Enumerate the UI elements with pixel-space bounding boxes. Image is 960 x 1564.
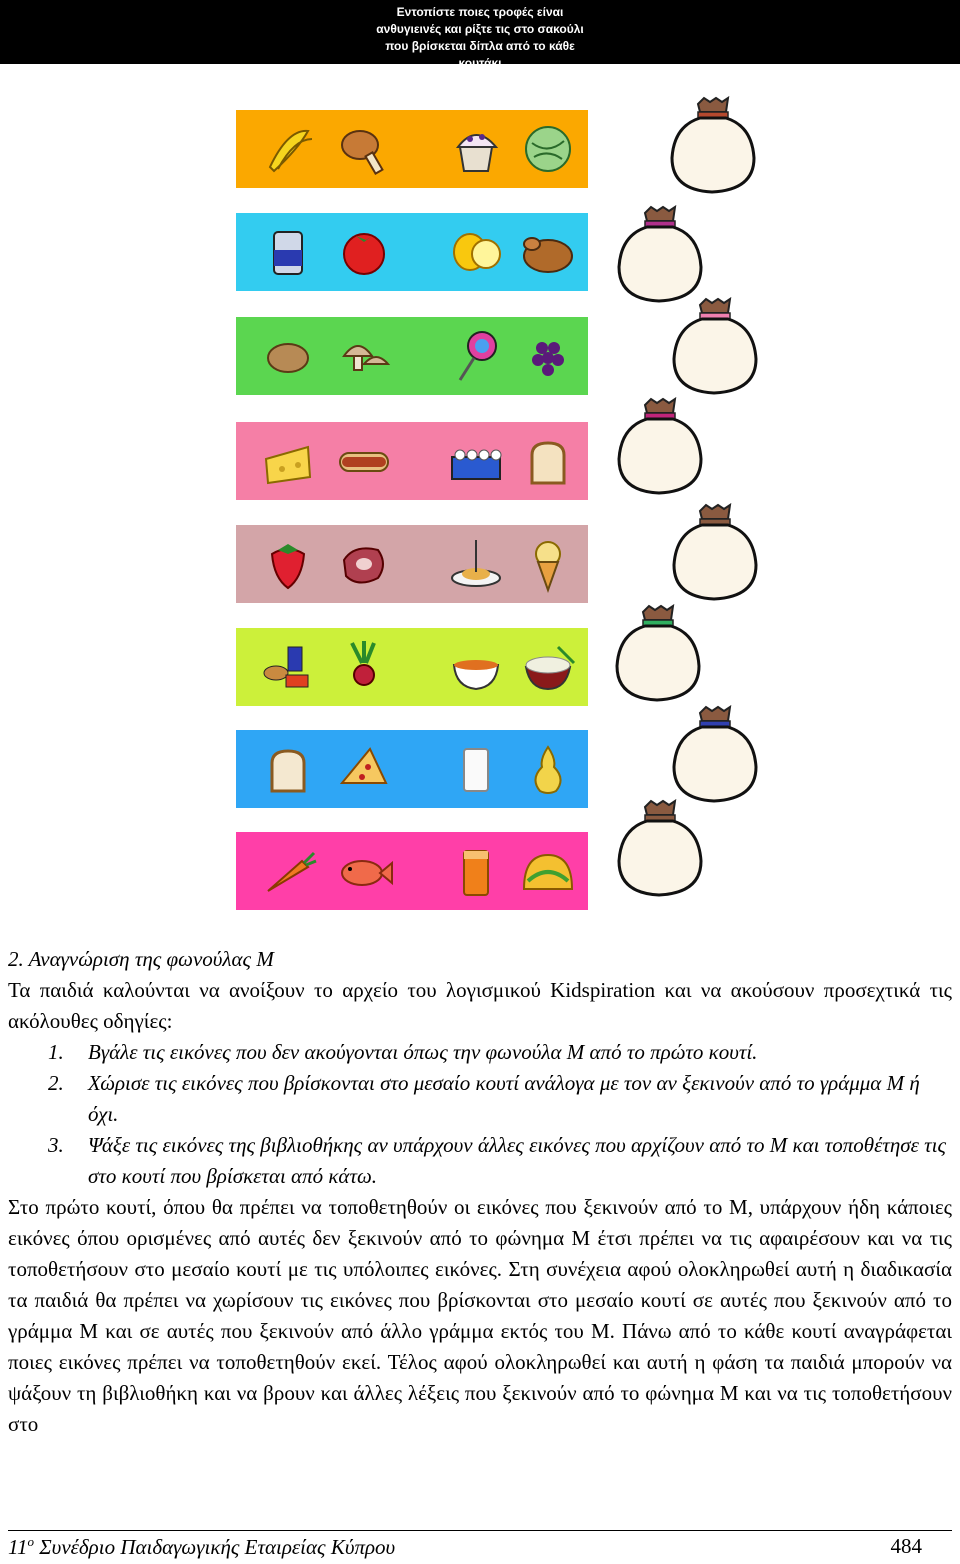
list-text: Βγάλε τις εικόνες που δεν ακούγονται όπως την φωνούλα Μ από το πρώτο κουτί. xyxy=(88,1040,758,1064)
sack-icon[interactable] xyxy=(668,96,758,196)
sack-icon[interactable] xyxy=(615,205,705,305)
list-number: 1. xyxy=(48,1040,64,1064)
taco-icon[interactable] xyxy=(518,841,578,901)
page-footer xyxy=(8,1534,952,1560)
banana-icon[interactable] xyxy=(258,119,318,179)
food-row xyxy=(236,317,588,395)
sack-icon[interactable] xyxy=(670,705,760,805)
chicken-leg-icon[interactable] xyxy=(334,119,394,179)
steak-icon[interactable] xyxy=(334,534,394,594)
conference-name: Συνέδριο Παιδαγωγικής Εταιρείας Κύπρου xyxy=(33,1535,396,1559)
food-row xyxy=(236,730,588,808)
page-number: 484 xyxy=(890,1534,922,1558)
cheese-icon[interactable] xyxy=(258,431,318,491)
soup-icon[interactable] xyxy=(446,637,506,697)
juice-icon[interactable] xyxy=(446,841,506,901)
potato-icon[interactable] xyxy=(258,326,318,386)
section-heading: 2. Αναγνώριση της φωνούλας Μ xyxy=(8,947,274,971)
banner-line: Εντοπίστε ποιες τροφές είναι xyxy=(396,5,564,19)
pear-icon[interactable] xyxy=(518,739,578,799)
banner-text xyxy=(300,4,660,72)
bread-icon[interactable] xyxy=(518,431,578,491)
roast-chicken-icon[interactable] xyxy=(518,222,578,282)
food-row xyxy=(236,213,588,291)
muffin-icon[interactable] xyxy=(446,119,506,179)
milk-icon[interactable] xyxy=(446,739,506,799)
banner-line: ανθυγιεινές και ρίξτε τις στο σακούλι xyxy=(376,22,584,36)
intro-paragraph: Τα παιδιά καλούνται να ανοίξουν το αρχείο του λογισμικού Kidspiration και να ακούσουν προσεχτικά τις ακόλουθες οδηγίες: xyxy=(8,978,952,1033)
fish-icon[interactable] xyxy=(334,841,394,901)
conference-ordinal: ο xyxy=(27,1534,34,1549)
can-icon[interactable] xyxy=(258,222,318,282)
sack-icon[interactable] xyxy=(615,799,705,899)
spaghetti-icon[interactable] xyxy=(446,534,506,594)
food-row xyxy=(236,110,588,188)
sack-icon[interactable] xyxy=(670,297,760,397)
mushroom-icon[interactable] xyxy=(334,326,394,386)
tomato-icon[interactable] xyxy=(334,222,394,282)
strawberry-icon[interactable] xyxy=(258,534,318,594)
banner-line: που βρίσκεται δίπλα από το κάθε xyxy=(385,39,575,53)
list-item xyxy=(8,1037,952,1068)
lemon-icon[interactable] xyxy=(446,222,506,282)
footer-divider xyxy=(8,1530,952,1531)
grapes-icon[interactable] xyxy=(518,326,578,386)
carrot-icon[interactable] xyxy=(258,841,318,901)
sack-icon[interactable] xyxy=(615,397,705,497)
rice-bowl-icon[interactable] xyxy=(518,637,578,697)
food-row xyxy=(236,628,588,706)
bread-slice-icon[interactable] xyxy=(258,739,318,799)
article-body xyxy=(8,944,952,1440)
list-text: Χώρισε τις εικόνες που βρίσκονται στο μεσαίο κουτί ανάλογα με τον αν ξεκινούν από το γράμμα Μ ή όχι. xyxy=(88,1071,920,1126)
fast-food-icon[interactable] xyxy=(258,637,318,697)
ice-cream-icon[interactable] xyxy=(518,534,578,594)
lollipop-icon[interactable] xyxy=(446,326,506,386)
sack-icon[interactable] xyxy=(670,503,760,603)
list-text: Ψάξε τις εικόνες της βιβλιοθήκης αν υπάρχουν άλλες εικόνες που αρχίζουν από το Μ και τοποθέτησε τις στο κουτί που βρίσκεται από κάτω. xyxy=(88,1133,947,1188)
eggs-icon[interactable] xyxy=(446,431,506,491)
list-number: 3. xyxy=(48,1133,64,1157)
list-number: 2. xyxy=(48,1071,64,1095)
lettuce-icon[interactable] xyxy=(518,119,578,179)
conference-number: 11 xyxy=(8,1535,28,1559)
hotdog-icon[interactable] xyxy=(334,431,394,491)
food-row xyxy=(236,832,588,910)
radish-icon[interactable] xyxy=(334,637,394,697)
sack-icon[interactable] xyxy=(613,604,703,704)
body-paragraph: Στο πρώτο κουτί, όπου θα πρέπει να τοποθετηθούν οι εικόνες που ξεκινούν από το Μ, υπάρχουν ήδη κάποιες εικόνες όπου ορισμένες από αυτές δεν ξεκινούν από το φώνημα Μ έτσι πρέπει να τις αφαιρέσουν και να τις τοποθετήσουν στο μεσαίο κουτί με τις υπόλοιπες εικόνες. Στη συνέχεια αφού ολοκληρωθεί αυτή η διαδικασία τα παιδιά θα πρέπει να χωρίσουν τις εικόνες που βρίσκονται στο μεσαίο κουτί σε αυτές που ξεκινούν από το γράμμα Μ και σε αυτές που ξεκινούν από άλλο γράμμα εκτός του Μ. Πάνω από το κάθε κουτί αναγράφεται ποιες εικόνες πρέπει να τοποθετηθούν εκεί. Τέλος αφού ολοκληρωθεί και αυτή η φάση τα παιδιά μπορούν να ψάξουν τη βιβλιοθήκη και να βρουν και άλλες λέξεις που ξεκινούν από το φώνημα Μ και να τις τοποθετήσουν στο xyxy=(8,1195,952,1436)
title-banner xyxy=(0,0,960,70)
instruction-list xyxy=(8,1037,952,1192)
list-item xyxy=(8,1130,952,1192)
banner-line: κουτάκι xyxy=(458,56,502,70)
pizza-icon[interactable] xyxy=(334,739,394,799)
list-item xyxy=(8,1068,952,1130)
food-row xyxy=(236,422,588,500)
food-row xyxy=(236,525,588,603)
